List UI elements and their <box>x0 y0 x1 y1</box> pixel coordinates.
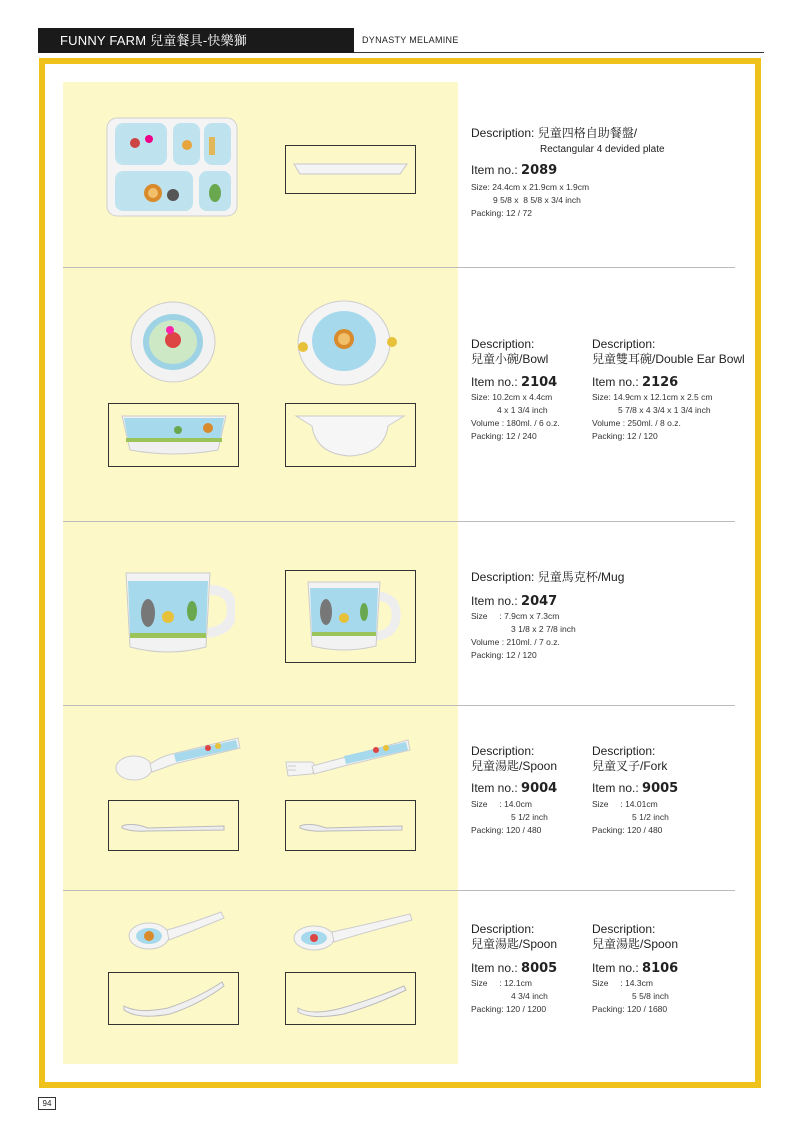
fork-9005-side-image <box>296 816 408 836</box>
spoon-9004-image <box>112 732 244 787</box>
spec-8106: Size : 14.3cm 5 5/8 inch Packing: 120 / 1680 <box>592 978 669 1014</box>
desc-2089: Description: 兒童四格自助餐盤/ Rectangular 4 devided plate <box>471 126 665 155</box>
desc-8106: Description: 兒童湯匙/Spoon <box>592 922 679 951</box>
spoon-8005-image <box>125 908 227 953</box>
spec-8005: Size : 12.1cm 4 3/4 inch Packing: 120 / 1200 <box>471 978 548 1014</box>
section-divider <box>63 267 735 268</box>
mug-2047-image <box>120 565 235 660</box>
spec-2089: Size: 24.4cm x 21.9cm x 1.9cm 9 5/8 x 8 5/8 x 3/4 inch Packing: 12 / 72 <box>471 182 590 218</box>
header-rule <box>354 52 764 53</box>
bowl-2126-top-image <box>292 297 402 387</box>
section-divider <box>63 890 735 891</box>
spoon-8106-side-image <box>292 980 410 1020</box>
bowl-2126-side-image <box>292 410 408 460</box>
section-divider <box>63 705 735 706</box>
fork-9005-image <box>282 732 412 787</box>
spoon-8106-image <box>290 910 415 955</box>
item-9005: Item no.: 9005 <box>592 781 679 796</box>
desc-2126: Description: 兒童雙耳碗/Double Ear Bowl <box>592 337 745 366</box>
page-number: 94 <box>38 1097 56 1110</box>
item-8005: Item no.: 8005 <box>471 961 558 976</box>
spec-2047: Size : 7.9cm x 7.3cm 3 1/8 x 2 7/8 inch Volume : 210ml. / 7 o.z. Packing: 12 / 120 <box>471 611 576 660</box>
item-8106: Item no.: 8106 <box>592 961 679 976</box>
desc-9004: Description: 兒童湯匙/Spoon <box>471 744 558 773</box>
item-2104: Item no.: 2104 <box>471 375 558 390</box>
header-title: FUNNY FARM 兒童餐具-快樂獅 <box>38 28 354 53</box>
header-subtitle: DYNASTY MELAMINE <box>362 35 459 45</box>
item-2126: Item no.: 2126 <box>592 375 679 390</box>
bowl-2104-top-image <box>128 300 218 385</box>
item-2089: Item no.: 2089 <box>471 163 558 178</box>
desc-2104: Description: 兒童小碗/Bowl <box>471 337 549 366</box>
spec-9004: Size : 14.0cm 5 1/2 inch Packing: 120 / 480 <box>471 799 548 835</box>
bowl-2104-side-image <box>118 410 230 460</box>
desc-8005: Description: 兒童湯匙/Spoon <box>471 922 558 951</box>
desc-9005: Description: 兒童叉子/Fork <box>592 744 668 773</box>
spoon-8005-side-image <box>118 978 230 1020</box>
mug-2047-side-image <box>302 576 402 658</box>
item-9004: Item no.: 9004 <box>471 781 558 796</box>
plate-2089-image <box>105 115 240 220</box>
plate-2089-side-image <box>290 158 411 182</box>
spec-2104: Size: 10.2cm x 4.4cm 4 x 1 3/4 inch Volume : 180ml. / 6 o.z. Packing: 12 / 240 <box>471 392 560 441</box>
spec-2126: Size: 14.9cm x 12.1cm x 2.5 cm 5 7/8 x 4 3/4 x 1 3/4 inch Volume : 250ml. / 8 o.z. Packing: 12 / 120 <box>592 392 713 441</box>
desc-2047: Description: 兒童馬克杯/Mug <box>471 570 625 584</box>
spoon-9004-side-image <box>118 816 230 836</box>
section-divider <box>63 521 735 522</box>
spec-9005: Size : 14.01cm 5 1/2 inch Packing: 120 / 480 <box>592 799 669 835</box>
item-2047: Item no.: 2047 <box>471 594 558 609</box>
